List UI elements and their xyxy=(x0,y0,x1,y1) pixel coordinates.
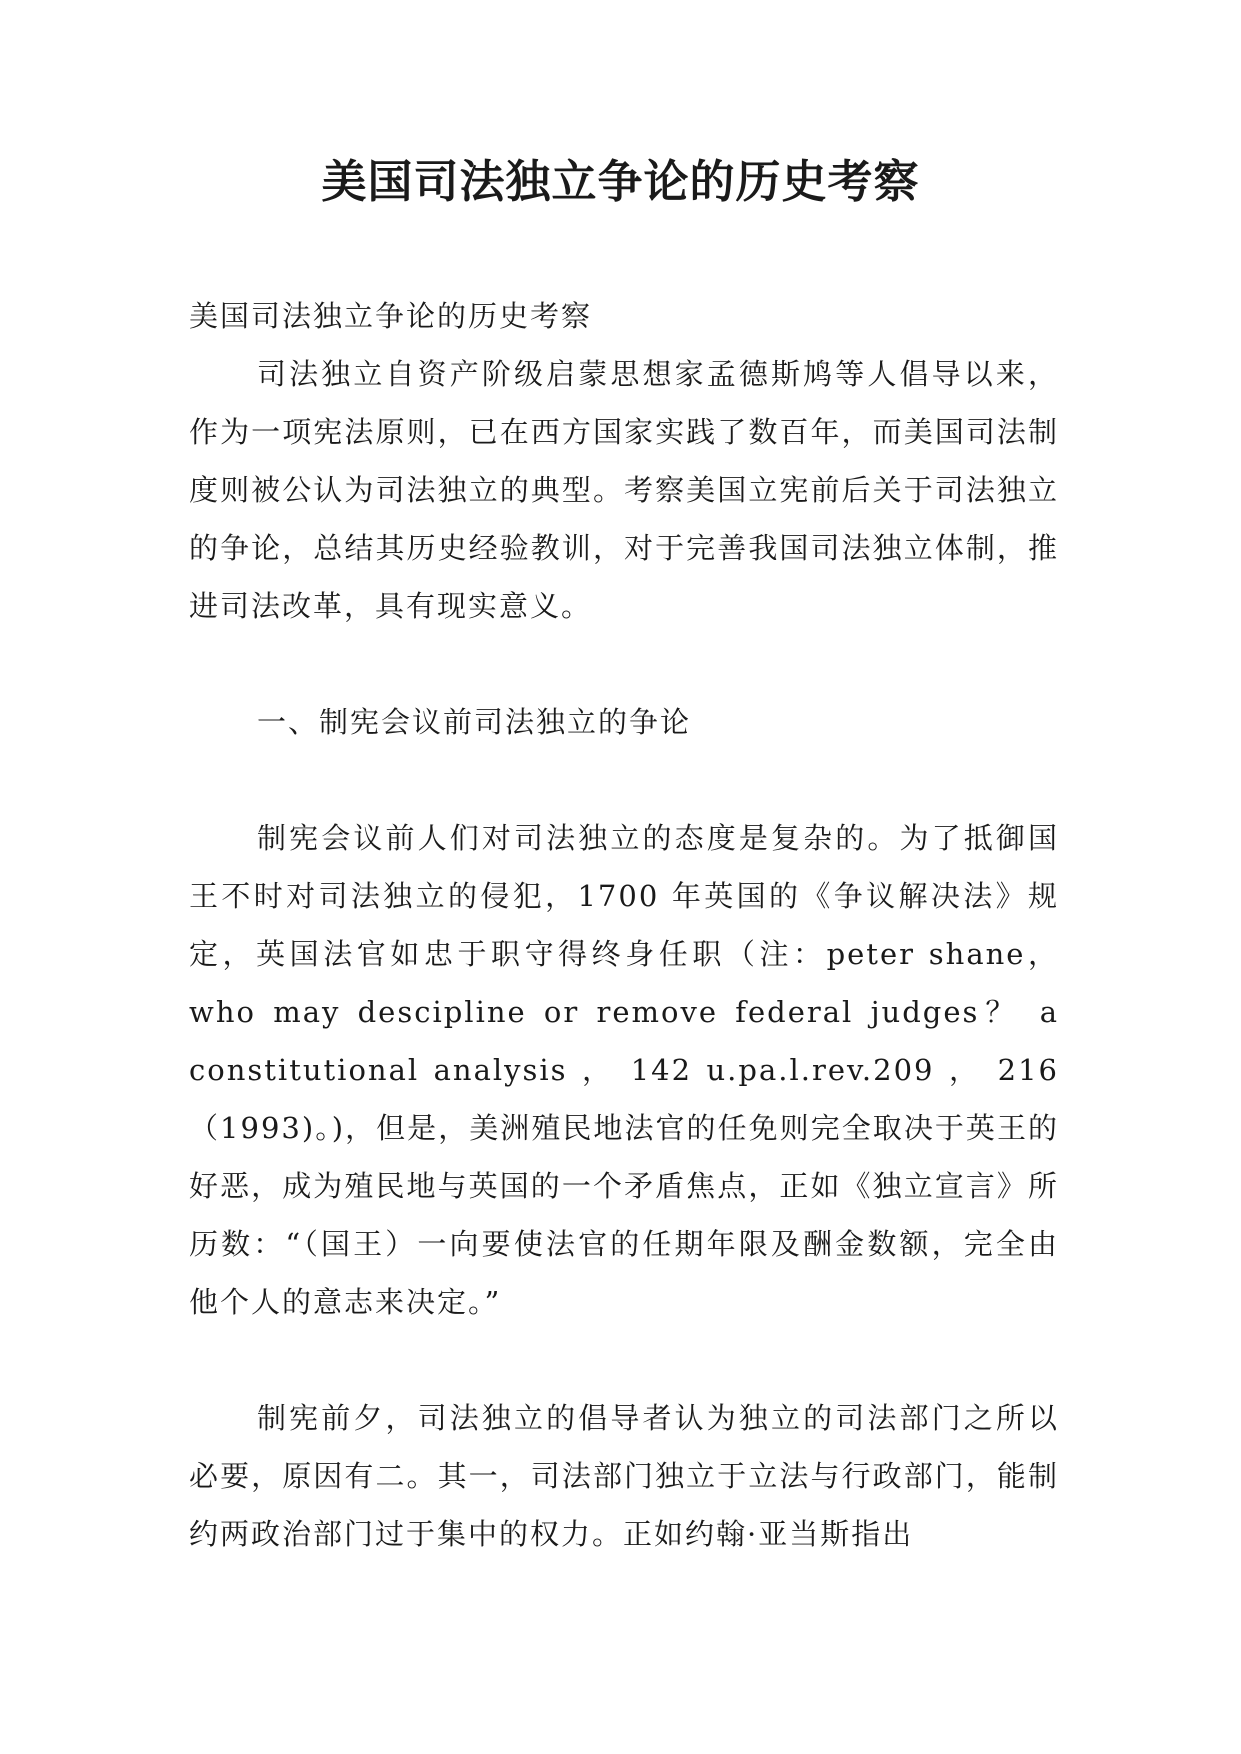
document-title: 美国司法独立争论的历史考察 xyxy=(321,155,920,208)
document-body xyxy=(189,287,1059,1563)
section-heading: 一、制宪会议前司法独立的争论 xyxy=(257,705,692,739)
document-subtitle: 美国司法独立争论的历史考察 xyxy=(189,299,593,333)
body-paragraph: 制宪前夕，司法独立的倡导者认为独立的司法部门之所以必要，原因有二。其一，司法部门独立于立法与行政部门，能制约两政治部门过于集中的权力。正如约翰·亚当斯指出 xyxy=(189,1401,1059,1551)
intro-paragraph: 司法独立自资产阶级启蒙思想家孟德斯鸠等人倡导以来，作为一项宪法原则，已在西方国家实践了数百年，而美国司法制度则被公认为司法独立的典型。考察美国立宪前后关于司法独立的争论，总结其历史经验教训，对于完善我国司法独立体制，推进司法改革，具有现实意义。 xyxy=(189,357,1059,623)
body-paragraph: 制宪会议前人们对司法独立的态度是复杂的。为了抵御国王不时对司法独立的侵犯，1700 年英国的《争议解决法》规定，英国法官如忠于职守得终身任职（注：peter shane，who may descipline or remove federal judges？ a constitutional analysis ， 142 u.pa.l.rev.209 ， 216（1993)。)，但是，美洲殖民地法官的任免则完全取决于英王的好恶，成为殖民地与英国的一个矛盾焦点，正如《独立宣言》所历数：“（国王）一向要使法官的任期年限及酬金数额，完全由他个人的意志来决定。” xyxy=(189,821,1059,1319)
